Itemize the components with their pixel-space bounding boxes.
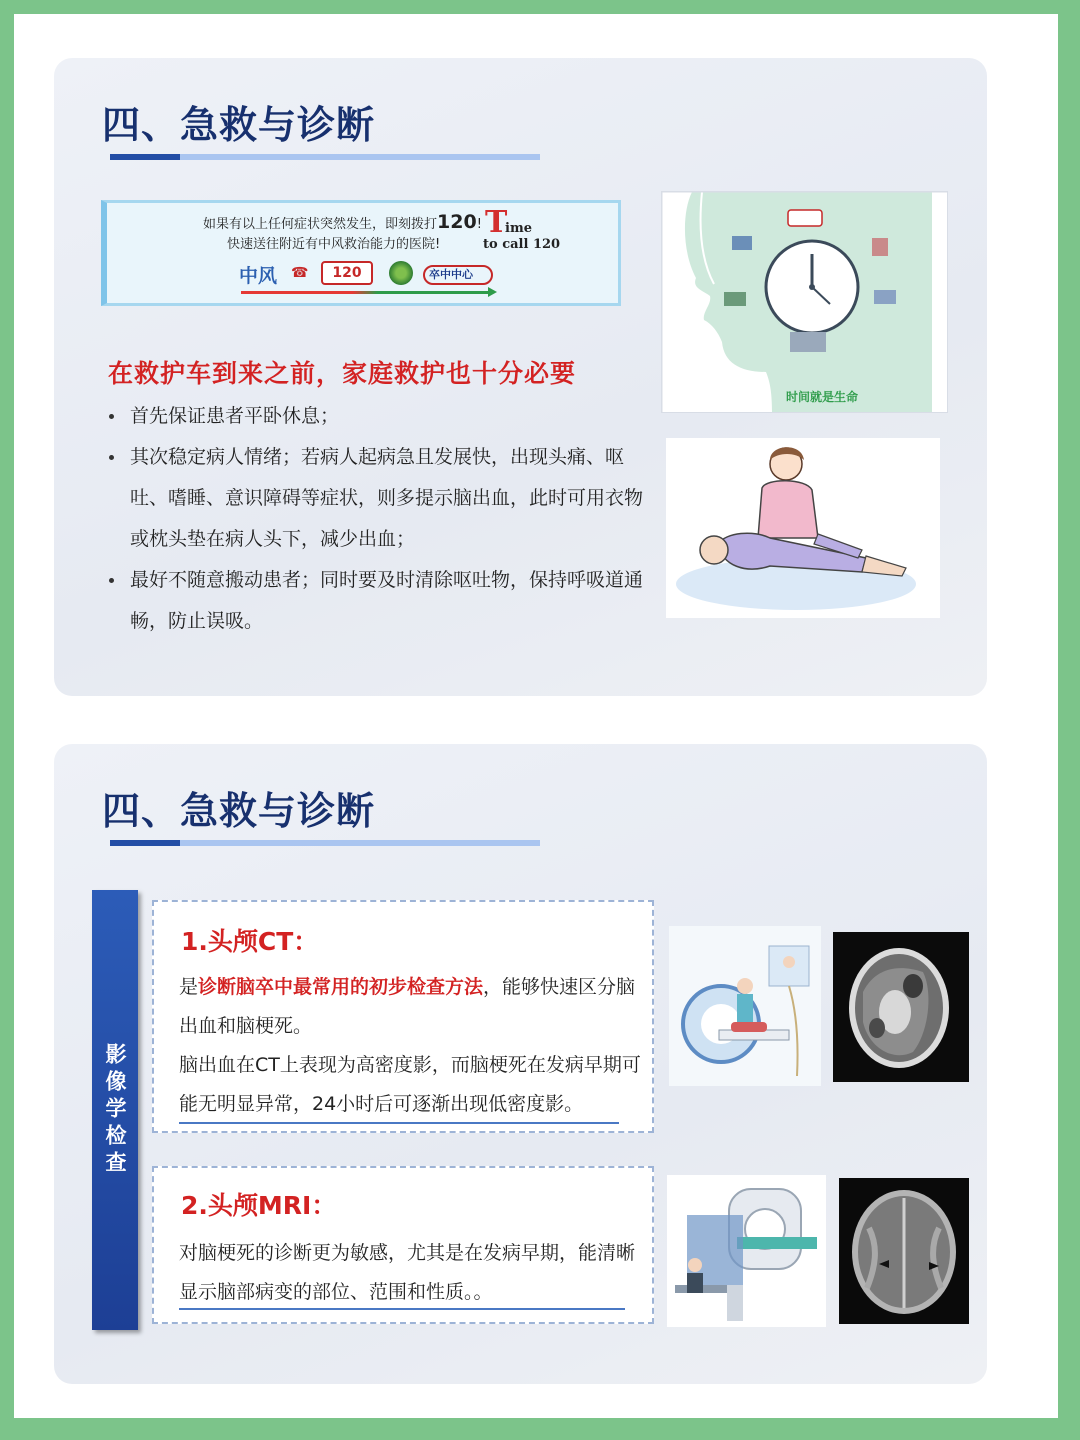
list-item: 首先保证患者平卧休息；: [106, 396, 646, 437]
stroke-label: 中风: [239, 265, 278, 287]
call-120-banner: [101, 200, 621, 306]
ct-detail: 脑出血在CT上表现为高密度影，而脑梗死在发病早期可能无明显异常，24小时后可逐渐出现低密度影。: [179, 1054, 641, 1115]
mri-card: [152, 1166, 654, 1324]
page: [14, 14, 1058, 1418]
slide-title: 四、急救与诊断: [102, 789, 376, 833]
banner-line-2: 快速送往附近有中风救治能力的医院!: [227, 237, 441, 252]
clock-caption: 时间就是生命: [786, 390, 859, 404]
phone-icon: ☎: [291, 265, 309, 281]
divider: [179, 1308, 625, 1310]
divider: [179, 1122, 619, 1124]
time-is-life-illustration: [661, 191, 948, 413]
family-care-list: [106, 396, 646, 642]
time-logo-T: T: [485, 205, 508, 240]
title-underline: [110, 840, 540, 846]
slide-emergency-care: [54, 58, 987, 696]
mri-title: 2.头颅MRI：: [181, 1191, 337, 1220]
ct-brain-scan-image: [833, 932, 969, 1082]
ambulance-icon: 120: [321, 261, 373, 285]
mri-brain-scan-image: [839, 1178, 969, 1324]
imaging-tab-label: 影像学检查: [103, 1042, 127, 1178]
mri-scanner-illustration: [667, 1175, 826, 1327]
nurse-care-illustration: [666, 438, 940, 618]
time-logo-call: to call 120: [483, 237, 561, 252]
slide-imaging: [54, 744, 987, 1384]
ct-highlight: 诊断脑卒中最常用的初步检查方法: [198, 976, 484, 998]
banner-line-1: 如果有以上任何症状突然发生，即刻拨打120!: [203, 211, 482, 233]
ct-title: 1.头颅CT：: [181, 927, 319, 956]
mri-body: 对脑梗死的诊断更为敏感，尤其是在发病早期，能清晰显示脑部病变的部位、范围和性质。。: [179, 1242, 636, 1303]
stroke-center-label: 卒中中心: [423, 265, 493, 285]
title-underline: [110, 154, 540, 160]
slide-title: 四、急救与诊断: [102, 103, 376, 147]
arrow-icon: [241, 291, 489, 294]
ct-card: [152, 900, 654, 1133]
family-care-heading: 在救护车到来之前，家庭救护也十分必要: [108, 359, 577, 388]
ct-scanner-illustration: [669, 926, 821, 1086]
ct-body: 是诊断脑卒中最常用的初步检查方法，能够快速区分脑出血和脑梗死。 脑出血在CT上表现为高密度影，而脑梗死在发病早期可能无明显异常，24小时后可逐渐出现低密度影。: [179, 976, 641, 1115]
imaging-tab: [92, 890, 138, 1330]
list-item: 最好不随意搬动患者；同时要及时清除呕吐物，保持呼吸道通畅，防止误吸。: [106, 560, 646, 642]
time-logo-ime: ime: [505, 221, 532, 236]
list-item: 其次稳定病人情绪；若病人起病急且发展快，出现头痛、呕吐、嗜睡、意识障碍等症状，则多提示脑出血，此时可用衣物或枕头垫在病人头下，减少出血；: [106, 437, 646, 560]
hospital-logo-icon: [389, 261, 413, 285]
